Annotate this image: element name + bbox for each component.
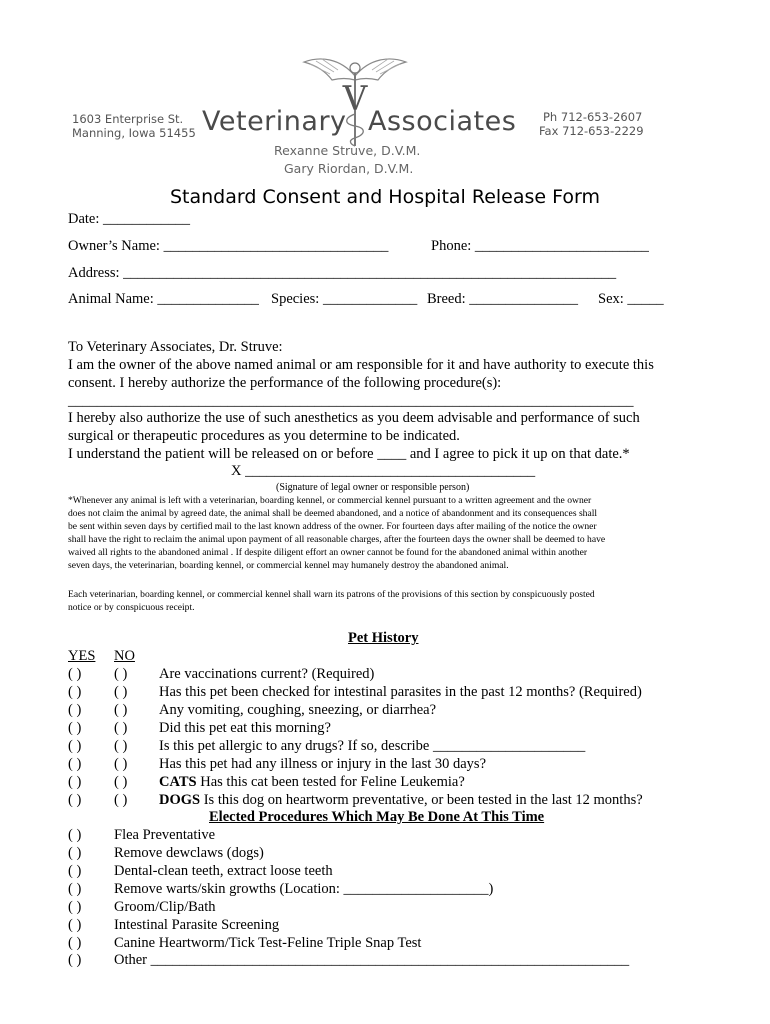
yes-checkbox[interactable]: ( ) xyxy=(68,666,82,682)
consent-line-3: I hereby also authorize the use of such anesthetics as you deem advisable and performance of such xyxy=(68,410,640,426)
address-field[interactable]: Address: ____________________________________________________________________ xyxy=(68,265,617,281)
consent-line-1: I am the owner of the above named animal or am responsible for it and have authority to execute this xyxy=(68,357,654,373)
history-question xyxy=(159,720,331,737)
history-row xyxy=(68,702,688,719)
yes-checkbox[interactable]: ( ) xyxy=(68,756,82,772)
yes-checkbox[interactable]: ( ) xyxy=(68,792,82,808)
procedures-heading: Elected Procedures Which May Be Done At This Time xyxy=(209,809,545,825)
procedure-checkbox[interactable]: ( ) xyxy=(68,827,82,843)
abandonment-notice xyxy=(68,494,708,572)
history-row xyxy=(68,684,688,701)
procedure-row xyxy=(68,899,688,916)
procedure-label: Intestinal Parasite Screening xyxy=(114,917,280,933)
no-checkbox[interactable]: ( ) xyxy=(114,738,128,754)
procedure-label: Flea Preventative xyxy=(114,827,216,843)
yes-checkbox[interactable]: ( ) xyxy=(68,720,82,736)
question-species: DOGS xyxy=(159,792,201,808)
clinic-address-line2: Manning, Iowa 51455 xyxy=(72,126,196,140)
procedure-checkbox[interactable]: ( ) xyxy=(68,952,82,968)
sex-field[interactable]: Sex: _____ xyxy=(598,291,664,307)
notice-line: waived all rights to the abandoned animal . If despite diligent effort an owner cannot be found for the abandoned animal within another xyxy=(68,547,588,558)
yes-checkbox[interactable]: ( ) xyxy=(68,738,82,754)
date-field[interactable]: Date: ____________ xyxy=(68,211,191,227)
question-species: CATS xyxy=(159,774,197,790)
warning-notice xyxy=(68,588,708,614)
yes-checkbox[interactable]: ( ) xyxy=(68,774,82,790)
consent-line-2: consent. I hereby authorize the performance of the following procedure(s): xyxy=(68,375,502,391)
procedure-row xyxy=(68,917,688,934)
signature-caption: (Signature of legal owner or responsible person) xyxy=(276,482,470,493)
procedure-blank-field[interactable]: ______________________________________________________________________________ xyxy=(68,393,634,409)
yes-column-label: YES xyxy=(68,648,96,664)
history-row xyxy=(68,774,688,791)
procedure-checkbox[interactable]: ( ) xyxy=(68,917,82,933)
warning-line: notice or by conspicuous receipt. xyxy=(68,602,195,613)
procedure-row xyxy=(68,881,688,898)
clinic-address-line1: 1603 Enterprise St. xyxy=(72,112,184,126)
question-text: Is this pet allergic to any drugs? If so, describe _____________________ xyxy=(159,738,586,754)
history-row xyxy=(68,738,688,755)
no-checkbox[interactable]: ( ) xyxy=(114,774,128,790)
procedure-row xyxy=(68,935,688,952)
procedure-label: Remove warts/skin growths (Location: ____________________) xyxy=(114,881,494,897)
question-text: Has this pet had any illness or injury in the last 30 days? xyxy=(159,756,487,772)
owner-name-field[interactable]: Owner’s Name: _______________________________ xyxy=(68,238,389,254)
history-question xyxy=(159,702,436,719)
procedure-row xyxy=(68,845,688,862)
procedure-row xyxy=(68,863,688,880)
procedure-checkbox[interactable]: ( ) xyxy=(68,863,82,879)
question-text: Are vaccinations current? (Required) xyxy=(159,666,375,682)
procedure-label: Canine Heartworm/Tick Test-Feline Triple Snap Test xyxy=(114,935,422,951)
yes-checkbox[interactable]: ( ) xyxy=(68,684,82,700)
pet-history-heading: Pet History xyxy=(348,630,419,646)
question-text: Has this cat been tested for Feline Leukemia? xyxy=(200,774,465,790)
procedure-checkbox[interactable]: ( ) xyxy=(68,935,82,951)
clinic-phone: Ph 712-653-2607 xyxy=(543,110,643,124)
procedure-label: Dental-clean teeth, extract loose teeth xyxy=(114,863,333,879)
procedure-label: Groom/Clip/Bath xyxy=(114,899,216,915)
doctor-1: Rexanne Struve, D.V.M. xyxy=(274,143,421,158)
breed-field[interactable]: Breed: _______________ xyxy=(427,291,579,307)
no-checkbox[interactable]: ( ) xyxy=(114,684,128,700)
history-question xyxy=(159,792,643,809)
clinic-fax: Fax 712-653-2229 xyxy=(539,124,644,138)
procedure-row xyxy=(68,827,688,844)
history-question xyxy=(159,684,642,701)
consent-line-4: surgical or therapeutic procedures as you determine to be indicated. xyxy=(68,428,460,444)
history-question xyxy=(159,666,374,683)
notice-line: be sent within seven days by certified mail to the last known address of the owner. For fourteen days after mailing of the notice the owner xyxy=(68,521,597,532)
procedure-checkbox[interactable]: ( ) xyxy=(68,881,82,897)
emblem-letter: V xyxy=(342,79,368,119)
signature-field[interactable]: X ________________________________________ xyxy=(231,463,536,479)
no-checkbox[interactable]: ( ) xyxy=(114,666,128,682)
history-question xyxy=(159,774,465,791)
notice-line: does not claim the animal by agreed date, the animal shall be deemed abandoned, and a notice of abandonment and its consequences shall xyxy=(68,508,598,519)
no-checkbox[interactable]: ( ) xyxy=(114,720,128,736)
history-row xyxy=(68,666,688,683)
no-checkbox[interactable]: ( ) xyxy=(114,792,128,808)
question-text: Is this dog on heartworm preventative, or been tested in the last 12 months? xyxy=(203,792,643,808)
notice-line: shall have the right to reclaim the animal upon payment of all reasonable charges, after the fourteen days the owner shall be deemed to have xyxy=(68,534,606,545)
no-checkbox[interactable]: ( ) xyxy=(114,756,128,772)
brand-name-right: Associates xyxy=(368,106,517,137)
brand-name-left: Veterinary xyxy=(202,106,347,137)
consent-line-5: I understand the patient will be released on or before ____ and I agree to pick it up on that date.* xyxy=(68,446,630,462)
animal-name-field[interactable]: Animal Name: ______________ xyxy=(68,291,259,307)
procedure-checkbox[interactable]: ( ) xyxy=(68,845,82,861)
question-text: Has this pet been checked for intestinal parasites in the past 12 months? (Required) xyxy=(159,684,642,700)
procedure-row xyxy=(68,952,688,969)
notice-line: seven days, the veterinarian, boarding kennel, or commercial kennel may humanely destroy the abandoned animal. xyxy=(68,560,509,571)
question-text: Any vomiting, coughing, sneezing, or diarrhea? xyxy=(159,702,437,718)
procedure-label: Other __________________________________________________________________ xyxy=(114,952,630,968)
no-checkbox[interactable]: ( ) xyxy=(114,702,128,718)
consent-salutation: To Veterinary Associates, Dr. Struve: xyxy=(68,339,283,355)
phone-field[interactable]: Phone: ________________________ xyxy=(431,238,649,254)
history-row xyxy=(68,720,688,737)
warning-line: Each veterinarian, boarding kennel, or commercial kennel shall warn its patrons of the provisions of this section by conspicuously posted xyxy=(68,589,595,600)
procedure-label: Remove dewclaws (dogs) xyxy=(114,845,264,861)
question-text: Did this pet eat this morning? xyxy=(159,720,331,736)
history-question xyxy=(159,738,585,755)
history-row xyxy=(68,756,688,773)
no-column-label: NO xyxy=(114,648,135,664)
history-row xyxy=(68,792,688,809)
species-field[interactable]: Species: _____________ xyxy=(271,291,418,307)
doctor-2: Gary Riordan, D.V.M. xyxy=(284,161,414,176)
procedure-checkbox[interactable]: ( ) xyxy=(68,899,82,915)
notice-line: *Whenever any animal is left with a veterinarian, boarding kennel, or commercial kennel pursuant to a written agreement and the owner xyxy=(68,495,592,506)
yes-checkbox[interactable]: ( ) xyxy=(68,702,82,718)
history-question xyxy=(159,756,486,773)
form-title: Standard Consent and Hospital Release Form xyxy=(169,186,600,208)
